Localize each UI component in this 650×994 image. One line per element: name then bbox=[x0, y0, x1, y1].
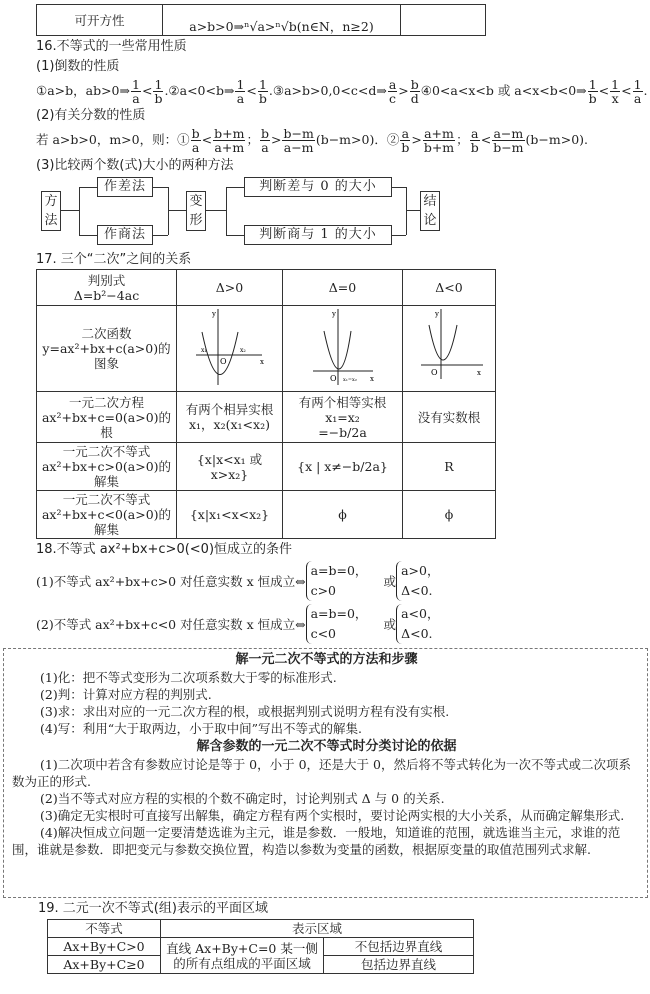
fraction-denominator: c bbox=[389, 91, 397, 106]
fraction bbox=[282, 127, 314, 154]
c1-c: a>0， bbox=[401, 563, 440, 578]
fraction-numerator: 1 bbox=[611, 77, 620, 92]
fraction-denominator: b bbox=[401, 140, 410, 155]
row-label-greater: 一元二次不等式 ax²+bx+c>0(a>0)的解集 bbox=[37, 443, 177, 491]
basis-3: (3)确定无实根时可直接写出解集，确定方程有两个实根时，要讨论两实根的大小关系，从而确定解集形式. bbox=[40, 808, 625, 823]
fraction-formula bbox=[36, 127, 650, 154]
header-inequality: 不等式 bbox=[48, 920, 161, 938]
condition-1 bbox=[36, 561, 650, 601]
fraction bbox=[610, 78, 620, 105]
fraction-numerator: 1 bbox=[258, 77, 267, 92]
flow-judge-quot: 判断商与 1 的大小 bbox=[244, 225, 392, 245]
fraction-denominator: a bbox=[236, 91, 245, 106]
c2-b: c<0 bbox=[310, 626, 336, 641]
formula-text: > bbox=[270, 132, 282, 147]
region-table bbox=[47, 919, 474, 974]
fraction-numerator: a bbox=[388, 77, 397, 92]
reciprocal-formula bbox=[36, 78, 650, 105]
formula-text: < bbox=[246, 83, 257, 98]
fraction bbox=[258, 78, 268, 105]
fraction-numerator: b bbox=[260, 126, 269, 141]
compare-title: (3)比较两个数(式)大小的两种方法 bbox=[36, 158, 234, 173]
fraction-denominator: b bbox=[154, 91, 163, 106]
fraction bbox=[423, 127, 455, 154]
root-x2-label: x₂ bbox=[239, 347, 246, 354]
formula-text: (b−m>0). bbox=[525, 132, 589, 147]
origin-label: O bbox=[431, 368, 438, 377]
fraction-numerator: a−m bbox=[493, 126, 524, 141]
property-formula: a>b>0⇒ⁿ√a>ⁿ√b(n∈N，n≥2) bbox=[163, 5, 401, 36]
fraction bbox=[400, 127, 410, 154]
fraction-denominator: a+m bbox=[214, 140, 245, 155]
no-roots-text: 没有实数根 bbox=[403, 392, 496, 443]
condition-1-text: (1)不等式 ax²+bx+c>0 对任意实数 x 恒成立⇔ bbox=[36, 574, 306, 589]
basis-title: 解含参数的一元二次不等式时分类讨论的依据 bbox=[196, 739, 457, 754]
fraction-denominator: a bbox=[261, 140, 269, 155]
row-label-function: 二次函数 y=ax²+bx+c(a>0)的图象 bbox=[37, 306, 177, 392]
greater-set-positive: {x|x<x₁ 或 x>x₂} bbox=[177, 443, 283, 491]
formula-text: 若 a>b>0，m>0，则：① bbox=[36, 132, 190, 147]
flow-judge-diff: 判断差与 0 的大小 bbox=[244, 177, 392, 197]
fraction-denominator: d bbox=[410, 91, 419, 106]
fraction-denominator: b bbox=[588, 91, 597, 106]
fraction-denominator: a bbox=[191, 140, 200, 155]
fraction-numerator: b−m bbox=[283, 126, 314, 141]
inequality-nonstrict: Ax+By+C≥0 bbox=[48, 956, 161, 974]
graph-two-roots bbox=[177, 306, 283, 392]
formula-text: .②a<0<b⇒ bbox=[164, 83, 235, 98]
formula-text: ； bbox=[456, 132, 469, 147]
two-roots-text: 有两个相异实根 bbox=[185, 402, 274, 417]
step-1: (1)化：把不等式变形为二次项系数大于零的标准形式. bbox=[40, 670, 337, 685]
fraction-numerator: 1 bbox=[154, 77, 163, 92]
less-set-positive: {x|x₁<x<x₂} bbox=[177, 491, 283, 539]
fraction bbox=[588, 78, 598, 105]
condition-2-text: (2)不等式 ax²+bx+c<0 对任意实数 x 恒成立⇔ bbox=[36, 617, 306, 632]
flow-quot: 作商法 bbox=[97, 225, 153, 245]
axis-x-label: x bbox=[259, 358, 264, 366]
reciprocal-title: (1)倒数的性质 bbox=[36, 59, 120, 74]
fraction-title: (2)有关分数的性质 bbox=[36, 108, 146, 123]
fraction bbox=[388, 78, 397, 105]
header-discriminant: 判别式 bbox=[87, 272, 126, 288]
compare-flowchart bbox=[0, 175, 650, 249]
fraction-denominator: b bbox=[258, 91, 267, 106]
basis-4: (4)解决恒成立问题一定要清楚选谁为主元，谁是参数．一般地，知道谁的范围，就选谁当主元，求谁的范围，谁就是参数．即把变元与参数交换位置，构造以参数为变量的函数，根据原变量的取值范围列式求解. bbox=[12, 825, 621, 857]
formula-text: > bbox=[398, 83, 409, 98]
c2-c: a<0， bbox=[401, 606, 440, 621]
flow-method: 方法 bbox=[41, 191, 61, 231]
root-x1-label: x₁ bbox=[200, 347, 207, 354]
excludes-boundary: 不包括边界直线 bbox=[324, 938, 474, 956]
fraction-denominator: a bbox=[633, 91, 642, 106]
fraction bbox=[492, 127, 524, 154]
section-17-title: 17. 三个“二次”之间的关系 bbox=[36, 252, 192, 267]
formula-text: ④0<a<x<b 或 a<x<b<0⇒ bbox=[420, 83, 587, 98]
step-2: (2)判：计算对应方程的判别式. bbox=[40, 687, 212, 702]
fraction-denominator: a bbox=[132, 91, 140, 106]
step-4: (4)写：利用“大于取两边，小于取中间”写出不等式的解集. bbox=[40, 721, 362, 736]
basis-2: (2)当不等式对应方程的实根的个数不确定时，讨论判别式 Δ 与 0 的关系. bbox=[40, 791, 445, 806]
formula-text: ①a>b，ab>0⇒ bbox=[36, 83, 130, 98]
graph-one-root bbox=[283, 306, 403, 392]
c2-d: Δ<0. bbox=[401, 626, 433, 641]
condition-2 bbox=[36, 604, 650, 644]
formula-text: (b−m>0)．② bbox=[315, 132, 400, 147]
equal-roots-formula: =−b/2a bbox=[318, 424, 367, 440]
fraction-numerator: 1 bbox=[236, 77, 245, 92]
row-label-less: 一元二次不等式 ax²+bx+c<0(a>0)的解集 bbox=[37, 491, 177, 539]
formula-text: < bbox=[201, 132, 213, 147]
c1-b: c>0 bbox=[310, 583, 336, 598]
formula-text: > bbox=[411, 132, 422, 147]
formula-text: < bbox=[621, 83, 632, 98]
c1-d: Δ<0. bbox=[401, 583, 433, 598]
header-positive: Δ>0 bbox=[177, 270, 283, 306]
quadratic-table bbox=[36, 269, 496, 539]
section-19-title: 19. 二元一次不等式(组)表示的平面区域 bbox=[38, 901, 268, 916]
fraction-numerator: 1 bbox=[633, 77, 642, 92]
fraction-numerator: a+m bbox=[424, 126, 454, 141]
axis-y-label: y bbox=[211, 310, 216, 318]
fraction bbox=[235, 78, 245, 105]
axis-y-label: y bbox=[435, 310, 439, 318]
method-note-box bbox=[3, 648, 648, 898]
fraction bbox=[633, 78, 643, 105]
axis-y-label: y bbox=[331, 310, 336, 318]
formula-text: < bbox=[141, 83, 153, 98]
header-discriminant-formula: Δ=b²−4ac bbox=[73, 287, 140, 303]
fraction-numerator: 1 bbox=[588, 77, 597, 92]
fraction bbox=[260, 127, 270, 154]
double-root-label: x₁=x₂ bbox=[342, 377, 357, 383]
greater-set-negative: R bbox=[403, 443, 496, 491]
equal-roots-text: 有两个相等实根 x₁=x₂ bbox=[298, 394, 387, 425]
origin-label: O bbox=[329, 374, 337, 383]
formula-text: . bbox=[643, 83, 648, 98]
or-text: 或 bbox=[383, 617, 397, 632]
fraction-numerator: 1 bbox=[132, 77, 140, 92]
formula-text: < bbox=[598, 83, 610, 98]
greater-set-zero: {x | x≠−b/2a} bbox=[283, 443, 403, 491]
less-set-zero: ϕ bbox=[283, 491, 403, 539]
fraction-denominator: x bbox=[611, 91, 619, 106]
fraction-numerator: b+m bbox=[214, 126, 245, 141]
fraction-numerator: a bbox=[470, 126, 479, 141]
section-16-title: 16.不等式的一些常用性质 bbox=[36, 39, 187, 54]
header-region: 表示区域 bbox=[161, 920, 474, 938]
fraction-denominator: b bbox=[470, 140, 479, 155]
fraction-numerator: b bbox=[191, 126, 200, 141]
less-set-negative: ϕ bbox=[403, 491, 496, 539]
c1-a: a=b=0， bbox=[310, 563, 368, 578]
fraction-denominator: b−m bbox=[493, 140, 524, 155]
row-label-equation: 一元二次方程 ax²+bx+c=0(a>0)的根 bbox=[37, 392, 177, 443]
graph-no-root bbox=[403, 306, 496, 392]
axis-x-label: x bbox=[477, 369, 481, 377]
formula-text: .③a>b>0,0<c<d⇒ bbox=[268, 83, 387, 98]
basis-1: (1)二次项中若含有参数应讨论是等于 0，小于 0，还是大于 0，然后将不等式转化为一次不等式或二次项系数为正的形式. bbox=[12, 757, 631, 789]
flow-conclusion: 结论 bbox=[420, 191, 440, 231]
header-negative: Δ<0 bbox=[403, 270, 496, 306]
root-property-table bbox=[36, 4, 486, 36]
empty-cell bbox=[401, 5, 486, 36]
flow-diff: 作差法 bbox=[97, 177, 153, 197]
formula-text: < bbox=[480, 132, 492, 147]
flow-transform: 变形 bbox=[186, 191, 206, 231]
inequality-strict: Ax+By+C>0 bbox=[48, 938, 161, 956]
fraction-numerator: b bbox=[410, 77, 419, 92]
fraction bbox=[410, 78, 420, 105]
fraction bbox=[153, 78, 163, 105]
fraction bbox=[470, 127, 480, 154]
fraction-denominator: b+m bbox=[423, 140, 455, 155]
origin-label: O bbox=[219, 357, 227, 366]
includes-boundary: 包括边界直线 bbox=[324, 956, 474, 974]
fraction-numerator: a bbox=[401, 126, 410, 141]
step-3: (3)求：求出对应的一元二次方程的根，或根据判别式说明方程有没有实根. bbox=[40, 704, 450, 719]
fraction bbox=[213, 127, 245, 154]
or-text: 或 bbox=[383, 574, 397, 589]
method-title: 解一元二次不等式的方法和步骤 bbox=[235, 652, 418, 667]
fraction bbox=[131, 78, 141, 105]
fraction-denominator: a−m bbox=[283, 140, 314, 155]
section-18-title: 18.不等式 ax²+bx+c>0(<0)恒成立的条件 bbox=[36, 542, 293, 557]
fraction bbox=[191, 127, 201, 154]
two-roots-formula: x₁，x₂(x₁<x₂) bbox=[189, 417, 270, 432]
c2-a: a=b=0， bbox=[310, 606, 368, 621]
header-zero: Δ=0 bbox=[283, 270, 403, 306]
axis-x-label: x bbox=[369, 375, 374, 383]
formula-text: ； bbox=[246, 132, 259, 147]
region-description: 直线 Ax+By+C=0 某一侧的所有点组成的平面区域 bbox=[161, 938, 324, 974]
property-label: 可开方性 bbox=[37, 5, 163, 36]
